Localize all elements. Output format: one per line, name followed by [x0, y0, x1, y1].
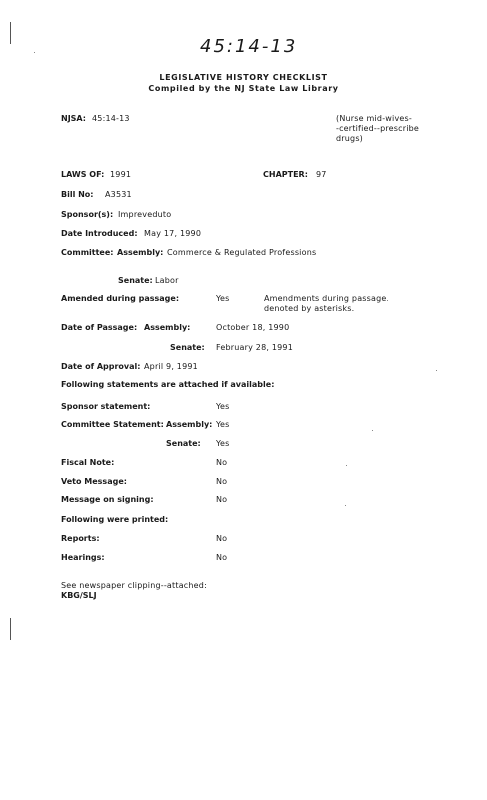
reports-label: Reports:: [61, 534, 100, 543]
speck: [372, 430, 373, 431]
amended-value: Yes: [216, 294, 230, 303]
veto-message-value: No: [216, 477, 228, 486]
fiscal-note-label: Fiscal Note:: [61, 458, 115, 467]
bill-no-value: A3531: [105, 190, 132, 199]
speck: [34, 52, 35, 53]
scan-mark-bottom: [10, 618, 11, 640]
message-on-signing-label: Message on signing:: [61, 495, 154, 504]
speck: [346, 465, 347, 466]
passage-assembly-label: Assembly:: [144, 323, 191, 332]
subject-note-line2: -certified--prescribe: [336, 124, 420, 133]
reports-value: No: [216, 534, 228, 543]
subject-note-line1: (Nurse mid-wives-: [336, 114, 412, 123]
committee-label: Committee:: [61, 248, 114, 257]
committee-senate-value: Labor: [155, 276, 179, 285]
date-introduced-value: May 17, 1990: [144, 229, 202, 238]
handwritten-statute-number: 45:14-13: [200, 36, 298, 57]
passage-senate-label: Senate:: [170, 343, 205, 352]
passage-assembly-value: October 18, 1990: [216, 323, 290, 332]
hearings-label: Hearings:: [61, 553, 105, 562]
committee-assembly-value: Commerce & Regulated Professions: [167, 248, 317, 257]
amended-note-line2: denoted by asterisks.: [264, 304, 355, 313]
sponsor-statement-value: Yes: [216, 402, 230, 411]
amended-note-line1: Amendments during passage: [264, 294, 387, 303]
sponsor-statement-label: Sponsor statement:: [61, 402, 151, 411]
document-subtitle: Compiled by the NJ State Law Library: [148, 84, 339, 93]
laws-of-value: 1991: [110, 170, 132, 179]
committee-assembly-label: Assembly:: [117, 248, 164, 257]
committee-statement-assembly-label: Assembly:: [166, 420, 213, 429]
date-of-approval-label: Date of Approval:: [61, 362, 141, 371]
committee-statement-senate-value: Yes: [216, 439, 230, 448]
laws-of-label: LAWS OF:: [61, 170, 105, 179]
chapter-value: 97: [316, 170, 327, 179]
committee-statement-assembly-value: Yes: [216, 420, 230, 429]
date-of-passage-label: Date of Passage:: [61, 323, 138, 332]
committee-statement-senate-label: Senate:: [166, 439, 201, 448]
veto-message-label: Veto Message:: [61, 477, 127, 486]
sponsors-value: Impreveduto: [118, 210, 172, 219]
njsa-value: 45:14-13: [92, 114, 130, 123]
njsa-label: NJSA:: [61, 114, 86, 123]
scan-mark-top: [10, 22, 11, 44]
printed-heading: Following were printed:: [61, 515, 169, 524]
newspaper-clipping-note: See newspaper clipping--attached:: [61, 581, 207, 590]
committee-senate-label: Senate:: [118, 276, 153, 285]
fiscal-note-value: No: [216, 458, 228, 467]
hearings-value: No: [216, 553, 228, 562]
bill-no-label: Bill No:: [61, 190, 94, 199]
passage-senate-value: February 28, 1991: [216, 343, 294, 352]
date-of-approval-value: April 9, 1991: [144, 362, 198, 371]
speck: [387, 300, 388, 301]
sponsors-label: Sponsor(s):: [61, 210, 114, 219]
committee-statement-label: Committee Statement:: [61, 420, 164, 429]
subject-note-line3: drugs): [336, 134, 364, 143]
message-on-signing-value: No: [216, 495, 228, 504]
speck: [345, 505, 346, 506]
document-title: LEGISLATIVE HISTORY CHECKLIST: [159, 73, 328, 82]
date-introduced-label: Date Introduced:: [61, 229, 138, 238]
compiler-initials: KBG/SLJ: [61, 591, 97, 600]
statements-heading: Following statements are attached if available:: [61, 380, 275, 389]
speck: [436, 370, 437, 371]
chapter-label: CHAPTER:: [263, 170, 308, 179]
amended-label: Amended during passage:: [61, 294, 180, 303]
